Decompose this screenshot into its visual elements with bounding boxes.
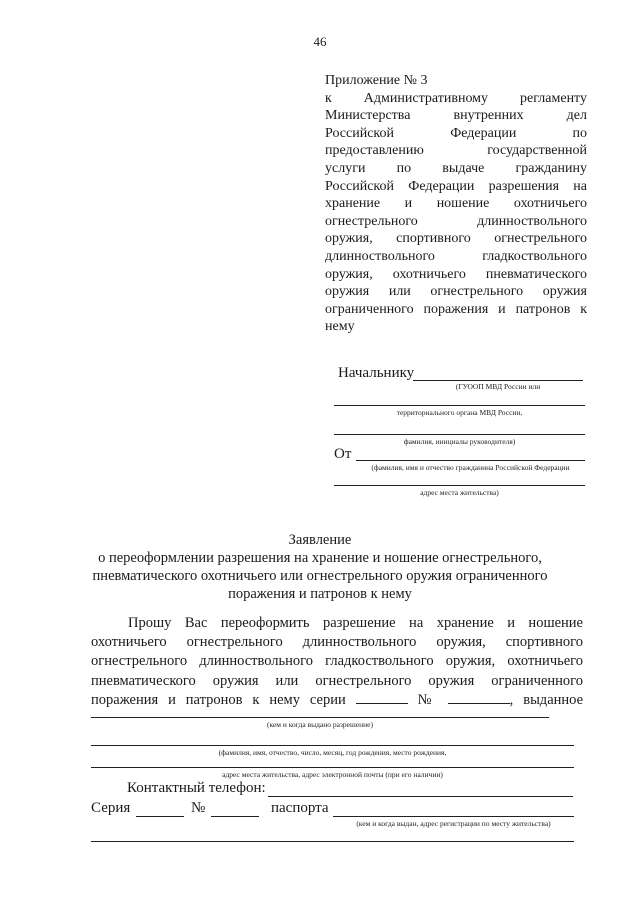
phone-line[interactable] — [268, 796, 573, 797]
passport-series-line[interactable] — [136, 816, 184, 817]
application-title: Заявление — [288, 532, 352, 548]
number-blank[interactable] — [448, 691, 510, 704]
body-line-series — [91, 691, 583, 710]
body-line: охотничьего огнестрельного длинноствольного оружия, спортивного — [91, 634, 583, 651]
series-label: Серия — [91, 800, 131, 816]
appendix-line: оружия, охотничьего пневматического — [325, 266, 587, 282]
to-label: Начальнику — [338, 365, 415, 381]
application-subject-line: пневматического охотничьего или огнестрельного оружия ограниченного — [92, 568, 548, 584]
body-line: пневматического оружия или огнестрельного оружия ограниченного — [91, 672, 583, 689]
appendix-line: Министерства внутренних дел — [325, 108, 587, 124]
number-sign: № — [417, 691, 438, 708]
from-label: От — [334, 446, 352, 462]
address-email-line[interactable] — [91, 767, 574, 768]
series-blank[interactable] — [356, 691, 408, 704]
appendix-line: Российской Федерации разрешения на — [325, 178, 587, 194]
issued-by-line[interactable] — [91, 717, 549, 718]
appendix-line: нему — [325, 319, 355, 335]
issued-word: , выданное — [509, 691, 584, 708]
passport-extra-line[interactable] — [91, 841, 574, 842]
caption-passport: (кем и когда выдан, адрес регистрации по месту жительства) — [356, 819, 551, 828]
appendix-line: к Административному регламенту — [325, 90, 587, 106]
appendix-line: огнестрельного длинноствольного — [325, 213, 587, 229]
appendix-line: оружия или огнестрельного оружия — [325, 284, 587, 300]
body-line: Прошу Вас переоформить разрешение на хранение и ношение — [128, 615, 583, 631]
appendix-line: хранение и ношение охотничьего — [325, 196, 587, 212]
head-name-line[interactable] — [334, 434, 585, 435]
appendix-block — [325, 72, 587, 336]
caption-territorial: территориального органа МВД России, — [396, 408, 523, 417]
body-line: поражения и патронов к нему серии — [91, 691, 346, 708]
application-body — [91, 614, 583, 710]
address-line[interactable] — [334, 485, 585, 486]
appendix-line: услуги по выдаче гражданину — [325, 160, 587, 176]
caption-address: адрес места жительства) — [420, 488, 499, 497]
appendix-line: длинноствольного гладкоствольного — [325, 248, 587, 264]
appendix-line: оружия, спортивного огнестрельного — [325, 231, 587, 247]
appendix-line: Российской Федерации по — [325, 125, 587, 141]
person-details-line[interactable] — [91, 745, 574, 746]
passport-number-line[interactable] — [211, 816, 259, 817]
caption-service: (ГУООП МВД России или — [455, 382, 541, 391]
caption-head-name: фамилия, инициалы руководителя) — [403, 437, 516, 446]
territorial-line[interactable] — [334, 405, 585, 406]
application-subject-line: поражения и патронов к нему — [228, 586, 412, 602]
appendix-line: ограниченного поражения и патронов к — [325, 301, 587, 317]
passport-number-sign: № — [191, 800, 206, 816]
caption-citizen: (фамилия, имя и отчество гражданина Российской Федерации — [371, 463, 570, 472]
phone-label: Контактный телефон: — [127, 780, 266, 796]
appendix-line: предоставлению государственной — [325, 143, 587, 159]
body-line: огнестрельного длинноствольного гладкоствольного оружия, охотничьего — [91, 653, 583, 670]
page-number: 46 — [313, 34, 327, 49]
caption-address-email: адрес места жительства, адрес электронной почты (при его наличии) — [222, 770, 443, 779]
caption-issued: (кем и когда выдано разрешение) — [267, 720, 373, 729]
passport-label: паспорта — [271, 800, 329, 816]
to-line[interactable] — [413, 380, 583, 381]
appendix-title: Приложение № 3 — [325, 73, 428, 88]
passport-line[interactable] — [333, 816, 574, 817]
caption-person: (фамилия, имя, отчество, число, месяц, год рождения, место рождения, — [218, 748, 447, 757]
application-subject-line: о переоформлении разрешения на хранение и ношение огнестрельного, — [98, 550, 542, 566]
from-line[interactable] — [356, 460, 585, 461]
